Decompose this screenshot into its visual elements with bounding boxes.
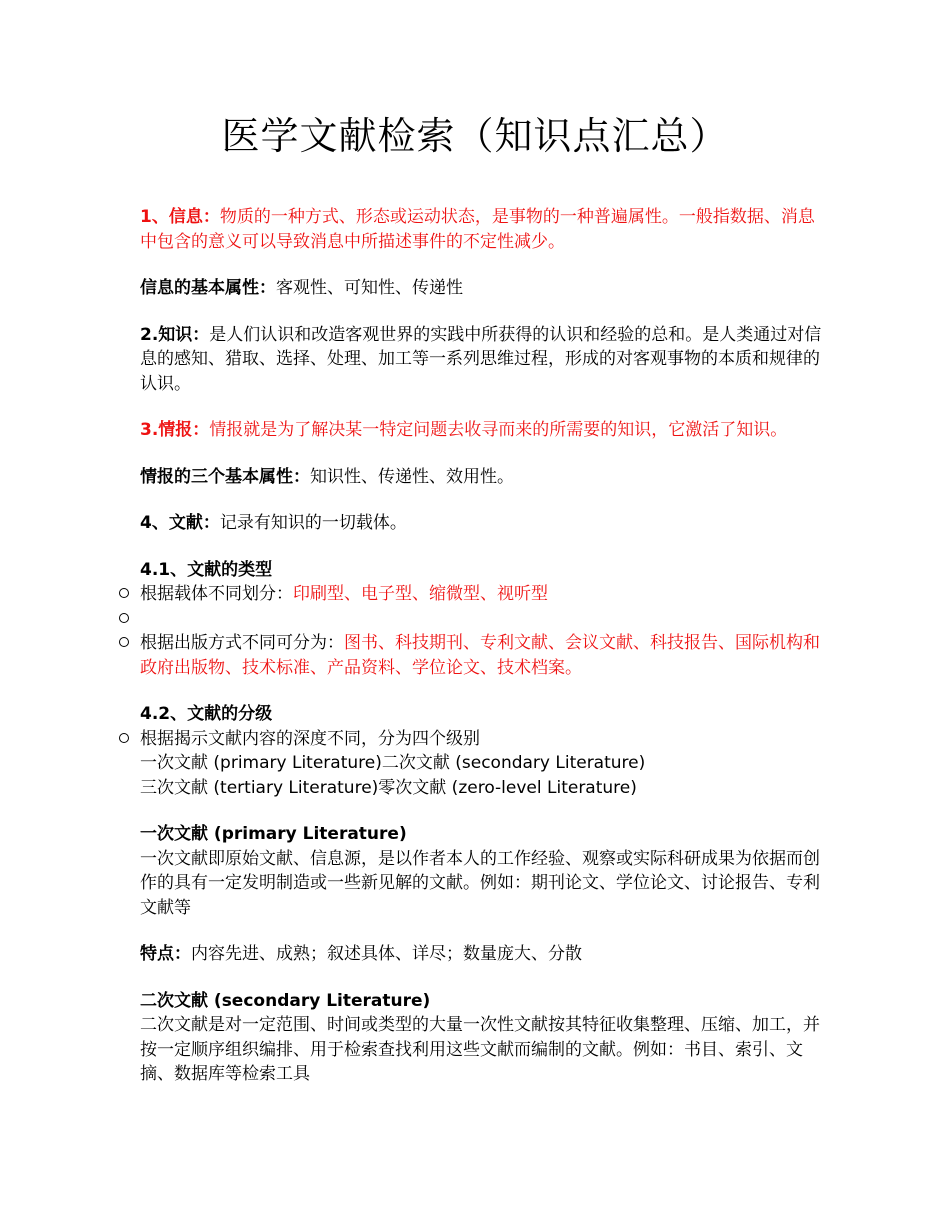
section-primary-literature bbox=[140, 822, 830, 920]
term-definition: 记录有知识的一切载体。 bbox=[219, 513, 407, 533]
levels-line-2: 三次文献 (tertiary Literature)零次文献 (zero-level Literature) bbox=[140, 777, 637, 798]
section-heading-levels: 4.2、文献的分级 bbox=[140, 704, 273, 724]
term-definition: 是人们认识和改造客观世界的实践中所获得的认识和经验的总和。是人类通过对信息的感知、猎取、选择、处理、加工等一系列思维过程，形成的对客观事物的本质和规律的认识。 bbox=[140, 324, 822, 394]
paragraph-knowledge bbox=[140, 323, 830, 397]
list-item-highlight: 印刷型、电子型、缩微型、视听型 bbox=[293, 584, 548, 604]
paragraph-information bbox=[140, 205, 830, 254]
term-label: 1、信息： bbox=[140, 207, 220, 227]
subheading-secondary: 二次文献 (secondary Literature) bbox=[140, 990, 431, 1011]
secondary-description: 二次文献是对一定范围、时间或类型的大量一次性文献按其特征收集整理、压缩、加工，并按一定顺序组织编排、用于检索查找利用这些文献而编制的文献。例如：书目、索引、文摘、数据库等检索工具 bbox=[140, 1015, 820, 1084]
types-list bbox=[140, 582, 830, 680]
paragraph-intelligence-properties bbox=[140, 465, 830, 490]
paragraph-intelligence bbox=[140, 418, 830, 443]
term-label: 3.情报： bbox=[140, 420, 210, 440]
list-item-prefix: 根据载体不同划分： bbox=[140, 584, 293, 604]
paragraph-literature bbox=[140, 511, 830, 536]
list-item bbox=[140, 631, 830, 680]
list-item-text: 根据揭示文献内容的深度不同，分为四个级别 bbox=[140, 728, 480, 749]
list-item bbox=[140, 607, 830, 632]
list-item bbox=[140, 727, 830, 801]
term-label: 4、文献： bbox=[140, 513, 220, 533]
section-secondary-literature bbox=[140, 989, 830, 1087]
paragraph-features bbox=[140, 942, 830, 967]
document-body bbox=[140, 205, 830, 1109]
paragraph-info-properties bbox=[140, 276, 830, 301]
circle-bullet-icon bbox=[119, 588, 129, 598]
term-label: 2.知识： bbox=[140, 324, 210, 345]
term-label: 特点： bbox=[140, 944, 191, 964]
subheading-primary: 一次文献 (primary Literature) bbox=[140, 824, 407, 844]
term-definition: 客观性、可知性、传递性 bbox=[276, 278, 463, 298]
term-label: 情报的三个基本属性： bbox=[140, 466, 310, 487]
primary-description: 一次文献即原始文献、信息源，是以作者本人的工作经验、观察或实际科研成果为依据而创作的具有一定发明制造或一些新见解的文献。例如：期刊论文、学位论文、讨论报告、专利文献等 bbox=[140, 848, 820, 918]
term-label: 信息的基本属性： bbox=[140, 278, 276, 298]
list-item-prefix: 根据出版方式不同可分为： bbox=[140, 633, 344, 653]
page-title: 医学文献检索（知识点汇总） bbox=[221, 114, 729, 158]
term-definition: 情报就是为了解决某一特定问题去收寻而来的所需要的知识，它激活了知识。 bbox=[209, 420, 788, 440]
circle-bullet-icon bbox=[119, 613, 129, 623]
term-definition: 知识性、传递性、效用性。 bbox=[310, 466, 514, 487]
circle-bullet-icon bbox=[119, 637, 129, 647]
levels-line-1: 一次文献 (primary Literature)二次文献 (secondary Literature) bbox=[140, 753, 646, 773]
list-item bbox=[140, 582, 830, 607]
levels-list bbox=[140, 727, 830, 801]
circle-bullet-icon bbox=[119, 733, 129, 743]
list-item-highlight: 图书、科技期刊、专利文献、会议文献、科技报告、国际机构和政府出版物、技术标准、产品资料、学位论文、技术档案。 bbox=[140, 633, 820, 678]
term-definition: 内容先进、成熟；叙述具体、详尽；数量庞大、分散 bbox=[191, 944, 582, 964]
section-heading-types: 4.1、文献的类型 bbox=[140, 559, 273, 580]
term-definition: 物质的一种方式、形态或运动状态，是事物的一种普遍属性。一般指数据、消息中包含的意义可以导致消息中所描述事件的不定性减少。 bbox=[140, 207, 815, 252]
